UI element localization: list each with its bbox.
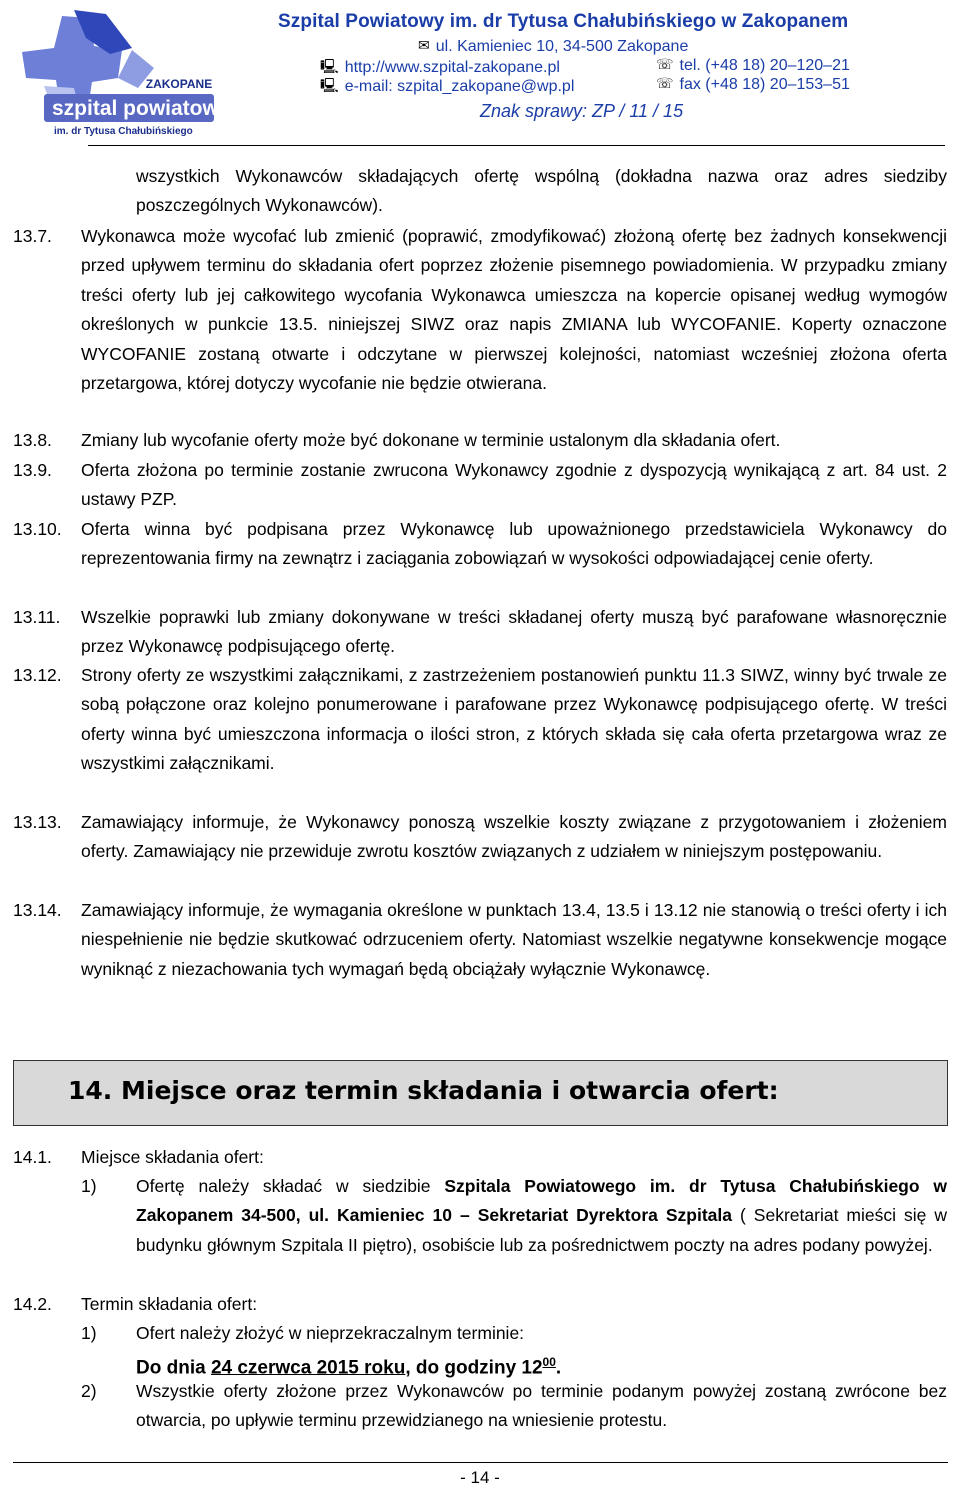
header-address <box>418 37 688 56</box>
item-number: 13.10. <box>13 519 62 539</box>
header-email[interactable] <box>320 75 574 99</box>
header-address-text: ul. Kamieniec 10, 34-500 Zakopane <box>435 38 689 55</box>
logo-text-patron: im. dr Tytusa Chałubińskiego <box>54 126 193 137</box>
logo-text-szpital: szpital powiatowy <box>52 97 231 120</box>
item-text: Oferta złożona po terminie zostanie zwrucona Wykonawcy zgodnie z dyspozycją wynikającą z art. 84 ust. 2 ustawy PZP. <box>81 460 947 510</box>
item-text: Oferta winna być podpisana przez Wykonawcę lub upoważnionego przedstawiciela Wykonawcy do reprezentowania firmy na zewnątrz i zaciągania zobowiązań w wysokości odpowiadającej cenie oferty. <box>81 519 947 569</box>
phone-icon: ☏ <box>656 56 674 72</box>
logo-graphic <box>14 8 234 140</box>
section-heading: 14. Miejsce oraz termin składania i otwarcia ofert: <box>68 1076 779 1105</box>
item-number: 13.12. <box>13 665 62 685</box>
deadline-minutes: 00 <box>542 1355 556 1369</box>
sub-item-text: Wszystkie oferty złożone przez Wykonawców po terminie podanym powyżej zostaną zwrócone bez otwarcia, po upływie terminu przewidzianego na wniesienie protestu. <box>136 1381 947 1431</box>
item-text: Zamawiający informuje, że wymagania określone w punktach 13.4, 13.5 i 13.12 nie stanowią o treści oferty i ich niespełnienie nie będzie skutkować odrzuceniem oferty. Natomiast wszelkie negatywne konsekwencje mogące wyniknąć z niezachowania tych wymagań będą obciążały wyłącznie Wykonawcę. <box>81 900 947 979</box>
deadline-date: 24 czerwca 2015 roku <box>210 1357 406 1379</box>
item-title: Termin składania ofert: <box>81 1294 258 1314</box>
header-fax <box>656 75 850 94</box>
phone-icon: ☏ <box>656 75 674 91</box>
header-fax-text: fax (+48 18) 20–153–51 <box>679 76 850 93</box>
logo-text-zakopane: ZAKOPANE <box>145 77 213 91</box>
item-number: 13.9. <box>13 460 52 480</box>
sub-item-number: 2) <box>81 1381 97 1401</box>
intro-paragraph: wszystkich Wykonawców składających ofertę wspólną (dokładna nazwa oraz adres siedziby poszczególnych Wykonawców). <box>136 166 947 216</box>
case-reference: Znak sprawy: ZP / 11 / 15 <box>480 101 684 121</box>
item-title: Miejsce składania ofert: <box>81 1147 264 1167</box>
header-divider <box>88 145 945 146</box>
page-number: - 14 - <box>460 1468 500 1487</box>
header-email-text[interactable]: e-mail: szpital_zakopane@wp.pl <box>344 78 575 95</box>
computer-icon: 🖳 <box>320 58 339 74</box>
header-title: Szpital Powiatowy im. dr Tytusa Chałubińskiego w Zakopanem <box>278 11 849 32</box>
sub-item-number: 1) <box>81 1323 97 1343</box>
header-phone-text: tel. (+48 18) 20–120–21 <box>679 57 850 74</box>
sub-item-text-part: Ofertę należy składać w siedzibie <box>136 1176 445 1196</box>
computer-icon: 🖳 <box>320 77 339 93</box>
deadline-hour: , do godziny 12 <box>405 1357 543 1379</box>
item-number: 14.1. <box>13 1147 52 1167</box>
item-number: 14.2. <box>13 1294 52 1314</box>
sub-item-text-part: ( Sekretariat mieści się w budynku głównym Szpitala II piętro), <box>136 1205 947 1255</box>
hospital-logo <box>14 8 234 140</box>
deadline-end: . <box>555 1357 562 1379</box>
sub-item-text <box>136 1172 947 1260</box>
envelope-icon: ✉ <box>418 37 430 53</box>
sub-item-text: Ofert należy złożyć w nieprzekraczalnym terminie: <box>136 1323 525 1343</box>
item-text: Wszelkie poprawki lub zmiany dokonywane w treści składanej oferty muszą być parafowane własnoręcznie przez Wykonawcę podpisującego ofertę. <box>81 607 947 657</box>
header-website-text[interactable]: http://www.szpital-zakopane.pl <box>344 59 560 76</box>
item-number: 13.13. <box>13 812 62 832</box>
item-number: 13.14. <box>13 900 62 920</box>
header-phone <box>656 56 850 75</box>
item-number: 13.7. <box>13 226 52 246</box>
item-text: Zmiany lub wycofanie oferty może być dokonane w terminie ustalonym dla składania ofert. <box>81 430 781 450</box>
sub-item-text-bold: Szpitala Powiatowego im. dr Tytusa Chałubińskiego w Zakopanem 34-500, ul. Kamieniec 10 – Sekretariat Dyrektora Szpitala <box>136 1176 947 1226</box>
deadline-prefix: Do dnia <box>136 1357 211 1379</box>
item-number: 13.11. <box>13 607 61 627</box>
item-text: Zamawiający informuje, że Wykonawcy ponoszą wszelkie koszty związane z przygotowaniem i złożeniem oferty. Zamawiający nie przewiduje zwrotu kosztów związanych z udziałem w niniejszym postępowaniu. <box>81 812 947 862</box>
item-text: Wykonawca może wycofać lub zmienić (poprawić, zmodyfikować) złożoną ofertę bez żadnych konsekwencji przed upływem terminu do składania ofert poprzez złożenie pisemnego powiadomienia. W przypadku zmiany treści oferty lub jej całkowitego wycofania Wykonawca umieszcza na kopercie opisanej według wymogów określonych w punkcie 13.5. niniejszej SIWZ oraz napis ZMIANA lub WYCOFANIE. Koperty oznaczone WYCOFANIE zostaną otwarte i odczytane w pierwszej kolejności, natomiast wcześniej złożona oferta przetargowa, której dotyczy wycofanie nie będzie otwierana. <box>81 226 947 394</box>
sub-item-text-part: osobiście lub za pośrednictwem poczty na adres podany powyżej. <box>421 1234 933 1255</box>
sub-item-number: 1) <box>81 1176 97 1196</box>
item-text: Strony oferty ze wszystkimi załącznikami, z zastrzeżeniem postanowień punktu 11.3 SIWZ, winny być trwale ze sobą połączone oraz kolejno ponumerowane i parafowane przez Wykonawcę podpisującego ofertę. W treści oferty winna być umieszczona informacja o ilości stron, z których składa się cała oferta przetargowa wraz ze wszystkimi załącznikami. <box>81 665 947 774</box>
item-number: 13.8. <box>13 430 52 450</box>
footer-divider <box>13 1462 948 1463</box>
